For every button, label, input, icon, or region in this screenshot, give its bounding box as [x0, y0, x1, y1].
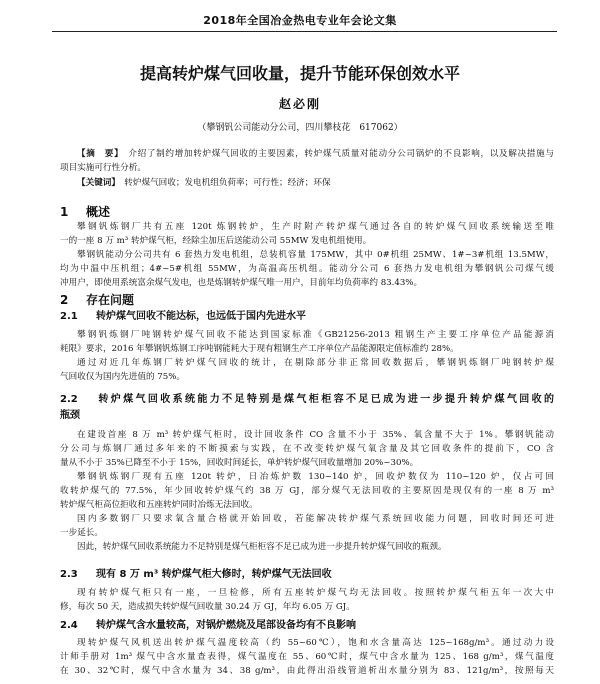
- paragraph-line: 在 30、32℃时，煤气中含水量为 34、38 g/m³，由此得出沿线管道析出水量分别为 83、121g/m³，按照每天: [60, 666, 554, 676]
- abstract-line: 项目实施可行性分析。: [60, 163, 146, 173]
- paragraph-line: 修，每次 50 天，造成损失转炉煤气回收量 30.24 万 GJ，年均 6.05 万 GJ。: [60, 602, 355, 612]
- subsection-2-4-body: [60, 636, 554, 678]
- paragraph-line: 均为中温中压机组；4#~5#机组 55MW，为高温高压机组。能动分公司 6 套热力发电机组为攀钢钒公司煤气缓: [60, 264, 554, 274]
- keywords-line: 【关键词】 转炉煤气回收；发电机组负荷率；可行性；经济；环保: [77, 178, 331, 188]
- running-head: 2018年全国冶金热电专业年会论文集: [203, 14, 397, 27]
- paragraph-line: 攀钢钒炼钢厂共有五座 120t 炼钢转炉，生产时附产转炉煤气通过各自的转炉煤气回收系统输送至唯: [77, 222, 554, 232]
- subsection-heading-2-1: 2.1 转炉煤气回收不能达标，也远低于国内先进水平: [60, 311, 306, 322]
- abstract-label: 【摘 要】: [77, 149, 124, 159]
- paragraph-line: 气回收仅为国内先进值的 75%。: [60, 372, 185, 382]
- paragraph-line: 在建设首座 8 万 m³ 转炉煤气柜时，设计回收条件 CO 含量不小于 35%、氧含量不大于 1%。攀钢钒能动: [77, 430, 554, 440]
- header-rule: [52, 31, 557, 32]
- subsection-heading-2-2: 2.2 转炉煤气回收系统能力不足特别是煤气柜柜容不足已成为进一步提升转炉煤气回收的 瓶颈: [60, 394, 554, 421]
- paragraph-line: 国内多数钢厂只要求氧含量合格就开始回收，若能解决转炉煤气系统回收能力问题，回收时间还可进: [77, 514, 554, 524]
- paragraph-line: 攀钢钒能动分公司共有 6 套热力发电机组，总装机容量 175MW，其中 0#机组 25MW、1#~3#机组 13.5MW，: [77, 250, 554, 260]
- paragraph-line: 一的一座 8 万 m³ 转炉煤气柜，经除尘加压后送能动公司 55MW 发电机组使用。: [60, 236, 372, 246]
- subsection-heading-2-3: 2.3 现有 8 万 m³ 转炉煤气柜大修时，转炉煤气无法回收: [60, 569, 332, 580]
- paper-title: 提高转炉煤气回收量，提升节能环保创效水平: [139, 64, 460, 83]
- paragraph-line: 计师手册对 1m³ 煤气中含水量查表得，煤气温度在 55、60℃时，煤气中含水量为 125、168 g/m³，煤气温度: [60, 652, 554, 662]
- subsection-2-1-body: [60, 328, 554, 384]
- abstract-line: 【摘 要】 介绍了制约增加转炉煤气回收的主要因素，转炉煤气质量对能动分公司锅炉的不良影响，以及解决措施与: [77, 149, 554, 159]
- paragraph-line: 攀钢钒炼钢厂吨钢转炉煤气回收不能达到国家标准《GB21256-2013 粗钢生产主要工序单位产品能源消: [77, 330, 554, 340]
- paragraph-line: 一步延长。: [60, 528, 103, 538]
- abstract: [60, 147, 554, 175]
- paragraph-line: 攀钢钒炼钢厂现有五座 120t 转炉，日冶炼炉数 130~140 炉，回收炉数仅为 110~120 炉，仅占可回: [77, 472, 554, 482]
- affiliation: （攀钢钒公司能动分公司，四川攀枝花 617062）: [197, 123, 403, 133]
- paragraph-line: 收转炉煤气的 77.5%，年少回收转炉煤气约 38 万 GJ，部分煤气无法回收的主要原因是现仅有的一座 8 万 m³: [60, 486, 554, 496]
- section-heading-2: 2 存在问题: [60, 293, 135, 307]
- section-1-body: [60, 220, 554, 290]
- author: 赵必刚: [278, 97, 321, 111]
- section-heading-1: 1 概述: [60, 205, 111, 219]
- paragraph-line: 分公司与炼钢厂通过多年来的不断摸索与实践，在不改变转炉煤气氧含量及其它回收条件的提前下，CO 含: [60, 444, 554, 454]
- paragraph-line: 现转炉煤气风机送出转炉煤气温度较高（约 55~60℃），饱和水含量高达 125~168g/m³。通过动力设: [77, 638, 554, 648]
- paragraph-line: 冲用户，即使用系统富余煤气发电，也是炼钢转炉煤气唯一用户，目前年均负荷率约 83.43%。: [60, 278, 423, 288]
- paragraph-line: 通过对近几年炼钢厂转炉煤气回收的统计，在剔除部分非正常回收数据后，攀钢钒炼钢厂吨钢转炉煤: [77, 358, 554, 368]
- paragraph-line: 耗限》要求，2016 年攀钢钒炼钢工序吨钢能耗大于现有粗钢生产工序单位产品能源限定值标准约 28%。: [60, 344, 459, 354]
- subsection-heading-2-4: 2.4 转炉煤气含水量较高，对锅炉燃烧及尾部设备均有不良影响: [60, 620, 356, 631]
- paragraph-line: 因此，转炉煤气回收系统能力不足特别是煤气柜柜容不足已成为进一步提升转炉煤气回收的瓶颈。: [77, 542, 447, 552]
- paragraph-line: 量从不小于 35%已降至不小于 15%，回收时间延长，单炉转炉煤气回收量增加 20%~30%。: [60, 458, 419, 468]
- subsection-2-3-body: [60, 586, 554, 614]
- keywords: [60, 176, 554, 190]
- paragraph-line: 现有转炉煤气柜只有一座，一旦检修，所有五座转炉煤气均无法回收。按照转炉煤气柜五年一次大中: [77, 588, 554, 598]
- keywords-label: 【关键词】: [77, 178, 120, 188]
- subsection-2-2-body: [60, 428, 554, 554]
- paragraph-line: 转炉煤气柜高位拒收和五座转炉同时冶炼无法回收。: [60, 500, 258, 510]
